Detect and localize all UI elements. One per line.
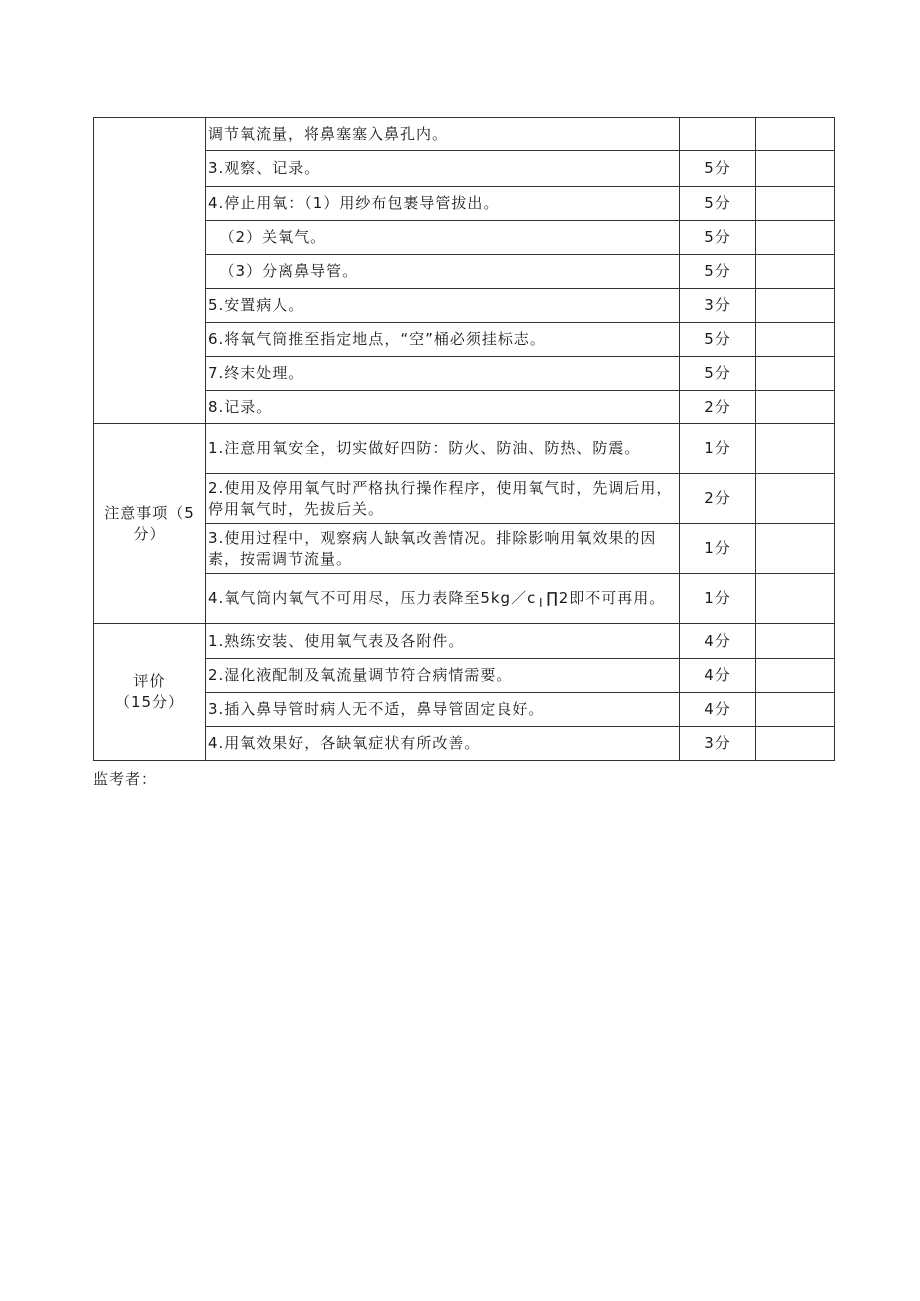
table-row bbox=[94, 524, 835, 574]
item-text: 1.注意用氧安全，切实做好四防：防火、防油、防热、防震。 bbox=[206, 424, 680, 474]
table-row bbox=[94, 693, 835, 727]
item-score: 1分 bbox=[680, 424, 756, 474]
item-text: 4.停止用氧：（1）用纱布包裹导管拔出。 bbox=[206, 187, 680, 221]
table-row bbox=[94, 323, 835, 357]
item-score: 5分 bbox=[680, 151, 756, 187]
item-score: 1分 bbox=[680, 574, 756, 624]
item-score: 2分 bbox=[680, 474, 756, 524]
item-text: 2.使用及停用氧气时严格执行操作程序，使用氧气时，先调后用，停用氧气时，先拔后关。 bbox=[206, 474, 680, 524]
item-text: 2.湿化液配制及氧流量调节符合病情需要。 bbox=[206, 659, 680, 693]
item-score: 3分 bbox=[680, 289, 756, 323]
item-text: 调节氧流量，将鼻塞塞入鼻孔内。 bbox=[206, 118, 680, 151]
item-score: 4分 bbox=[680, 624, 756, 659]
deduction-cell bbox=[756, 357, 835, 391]
item-score bbox=[680, 118, 756, 151]
deduction-cell bbox=[756, 524, 835, 574]
section-procedure-cell bbox=[94, 118, 206, 424]
deduction-cell bbox=[756, 727, 835, 761]
item-text: 1.熟练安装、使用氧气表及各附件。 bbox=[206, 624, 680, 659]
table-row bbox=[94, 474, 835, 524]
table-row bbox=[94, 118, 835, 151]
deduction-cell bbox=[756, 289, 835, 323]
deduction-cell bbox=[756, 574, 835, 624]
table-row bbox=[94, 151, 835, 187]
deduction-cell bbox=[756, 118, 835, 151]
item-score: 4分 bbox=[680, 693, 756, 727]
table-row bbox=[94, 424, 835, 474]
item-score: 3分 bbox=[680, 727, 756, 761]
item-text: 5.安置病人。 bbox=[206, 289, 680, 323]
item-text: 8.记录。 bbox=[206, 391, 680, 424]
item-text: 4.氧气筒内氧气不可用尽，压力表降至5kg／c╷∏2即不可再用。 bbox=[206, 574, 680, 624]
deduction-cell bbox=[756, 391, 835, 424]
item-score: 5分 bbox=[680, 255, 756, 289]
item-score: 1分 bbox=[680, 524, 756, 574]
examiner-label: 监考者： bbox=[93, 770, 158, 788]
table-row bbox=[94, 187, 835, 221]
table-row bbox=[94, 727, 835, 761]
deduction-cell bbox=[756, 187, 835, 221]
deduction-cell bbox=[756, 221, 835, 255]
table-row bbox=[94, 391, 835, 424]
deduction-cell bbox=[756, 659, 835, 693]
item-text: 4.用氧效果好，各缺氧症状有所改善。 bbox=[206, 727, 680, 761]
scoring-table bbox=[93, 117, 835, 761]
deduction-cell bbox=[756, 424, 835, 474]
item-score: 5分 bbox=[680, 221, 756, 255]
item-text: （3）分离鼻导管。 bbox=[206, 255, 680, 289]
item-score: 4分 bbox=[680, 659, 756, 693]
table-row bbox=[94, 659, 835, 693]
item-text: 7.终末处理。 bbox=[206, 357, 680, 391]
section-notes-cell: 注意事项（5分） bbox=[94, 424, 206, 624]
table-row bbox=[94, 357, 835, 391]
table-row bbox=[94, 574, 835, 624]
item-text: （2）关氧气。 bbox=[206, 221, 680, 255]
table-row bbox=[94, 221, 835, 255]
item-score: 5分 bbox=[680, 187, 756, 221]
deduction-cell bbox=[756, 255, 835, 289]
section-evaluation-cell: 评价 （15分） bbox=[94, 624, 206, 761]
deduction-cell bbox=[756, 323, 835, 357]
item-text: 3.使用过程中，观察病人缺氧改善情况。排除影响用氧效果的因素，按需调节流量。 bbox=[206, 524, 680, 574]
item-text: 3.观察、记录。 bbox=[206, 151, 680, 187]
deduction-cell bbox=[756, 624, 835, 659]
item-text: 6.将氧气筒推至指定地点，“空”桶必须挂标志。 bbox=[206, 323, 680, 357]
table-row bbox=[94, 624, 835, 659]
deduction-cell bbox=[756, 151, 835, 187]
item-score: 2分 bbox=[680, 391, 756, 424]
item-text: 3.插入鼻导管时病人无不适，鼻导管固定良好。 bbox=[206, 693, 680, 727]
item-score: 5分 bbox=[680, 357, 756, 391]
item-score: 5分 bbox=[680, 323, 756, 357]
table-row bbox=[94, 289, 835, 323]
table-row bbox=[94, 255, 835, 289]
deduction-cell bbox=[756, 474, 835, 524]
scoring-sheet bbox=[93, 117, 834, 761]
deduction-cell bbox=[756, 693, 835, 727]
